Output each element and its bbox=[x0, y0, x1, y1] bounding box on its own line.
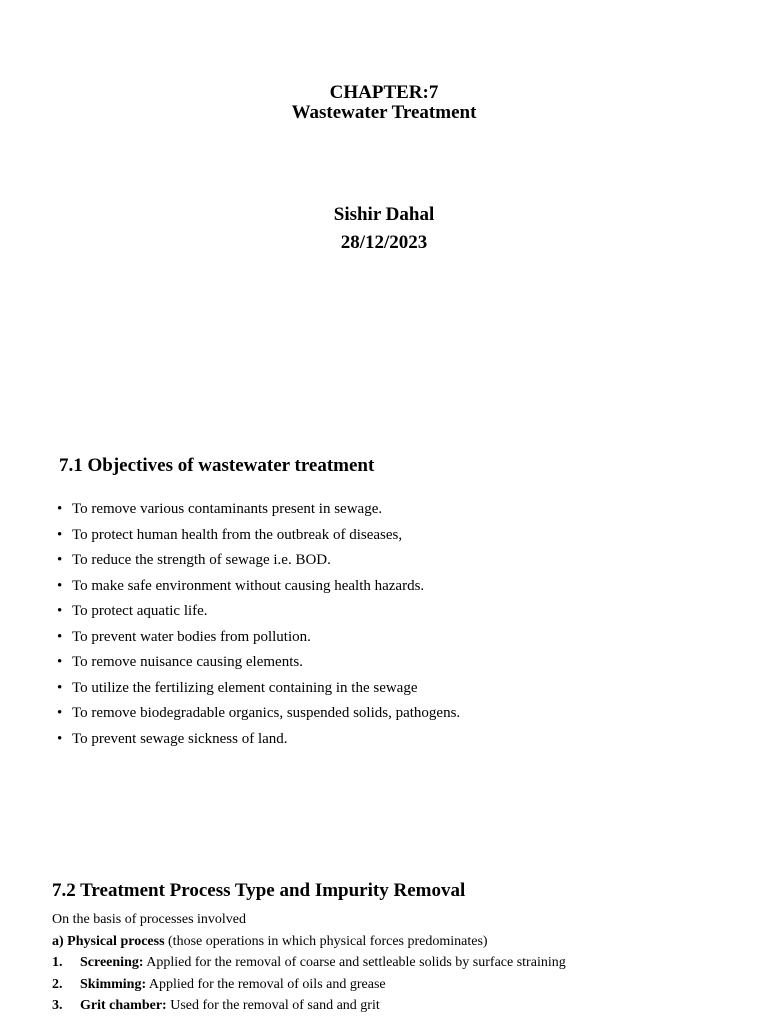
process-list-item: 2. Skimming: Applied for the removal of oils and grease bbox=[52, 976, 386, 992]
objectives-list bbox=[57, 497, 460, 752]
list-item: • To make safe environment without causing health hazards. bbox=[57, 574, 460, 600]
physical-process-label: a) Physical process bbox=[52, 933, 165, 949]
bullet-icon: • bbox=[57, 501, 63, 517]
list-item: • To reduce the strength of sewage i.e. BOD. bbox=[57, 548, 460, 574]
list-item: • To remove nuisance causing elements. bbox=[57, 650, 460, 676]
list-item: • To protect human health from the outbreak of diseases, bbox=[57, 523, 460, 549]
chapter-title: Wastewater Treatment bbox=[291, 102, 477, 123]
bullet-icon: • bbox=[57, 603, 63, 619]
list-item: • To remove various contaminants present in sewage. bbox=[57, 497, 460, 523]
physical-process-line bbox=[52, 931, 566, 953]
list-item: • To prevent sewage sickness of land. bbox=[57, 727, 460, 753]
process-list-item: 1. Screening: Applied for the removal of coarse and settleable solids by surface straining bbox=[52, 955, 566, 970]
bullet-icon: • bbox=[57, 552, 63, 568]
bullet-icon: • bbox=[57, 654, 63, 670]
section-7-1-heading: 7.1 Objectives of wastewater treatment bbox=[59, 455, 375, 476]
bullet-icon: • bbox=[57, 526, 63, 543]
bullet-icon: • bbox=[57, 577, 63, 594]
physical-process-note: (those operations in which physical forces predominates) bbox=[164, 933, 488, 949]
process-list-item: 3. Grit chamber: Used for the removal of sand and grit bbox=[52, 998, 380, 1013]
bullet-icon: • bbox=[57, 628, 63, 645]
document-date: 28/12/2023 bbox=[340, 232, 428, 253]
section-7-2-body bbox=[52, 909, 566, 1017]
section-7-2-heading: 7.2 Treatment Process Type and Impurity Removal bbox=[52, 880, 466, 901]
list-item: • To protect aquatic life. bbox=[57, 599, 460, 625]
bullet-icon: • bbox=[57, 705, 63, 721]
intro-text: On the basis of processes involved bbox=[52, 912, 247, 927]
bullet-icon: • bbox=[57, 679, 63, 696]
list-item: • To prevent water bodies from pollution. bbox=[57, 625, 460, 651]
chapter-label: CHAPTER:7 bbox=[329, 82, 439, 103]
list-item: • To utilize the fertilizing element containing in the sewage bbox=[57, 676, 460, 702]
bullet-icon: • bbox=[57, 730, 63, 747]
author-name: Sishir Dahal bbox=[333, 204, 435, 225]
list-item: • To remove biodegradable organics, suspended solids, pathogens. bbox=[57, 701, 460, 727]
